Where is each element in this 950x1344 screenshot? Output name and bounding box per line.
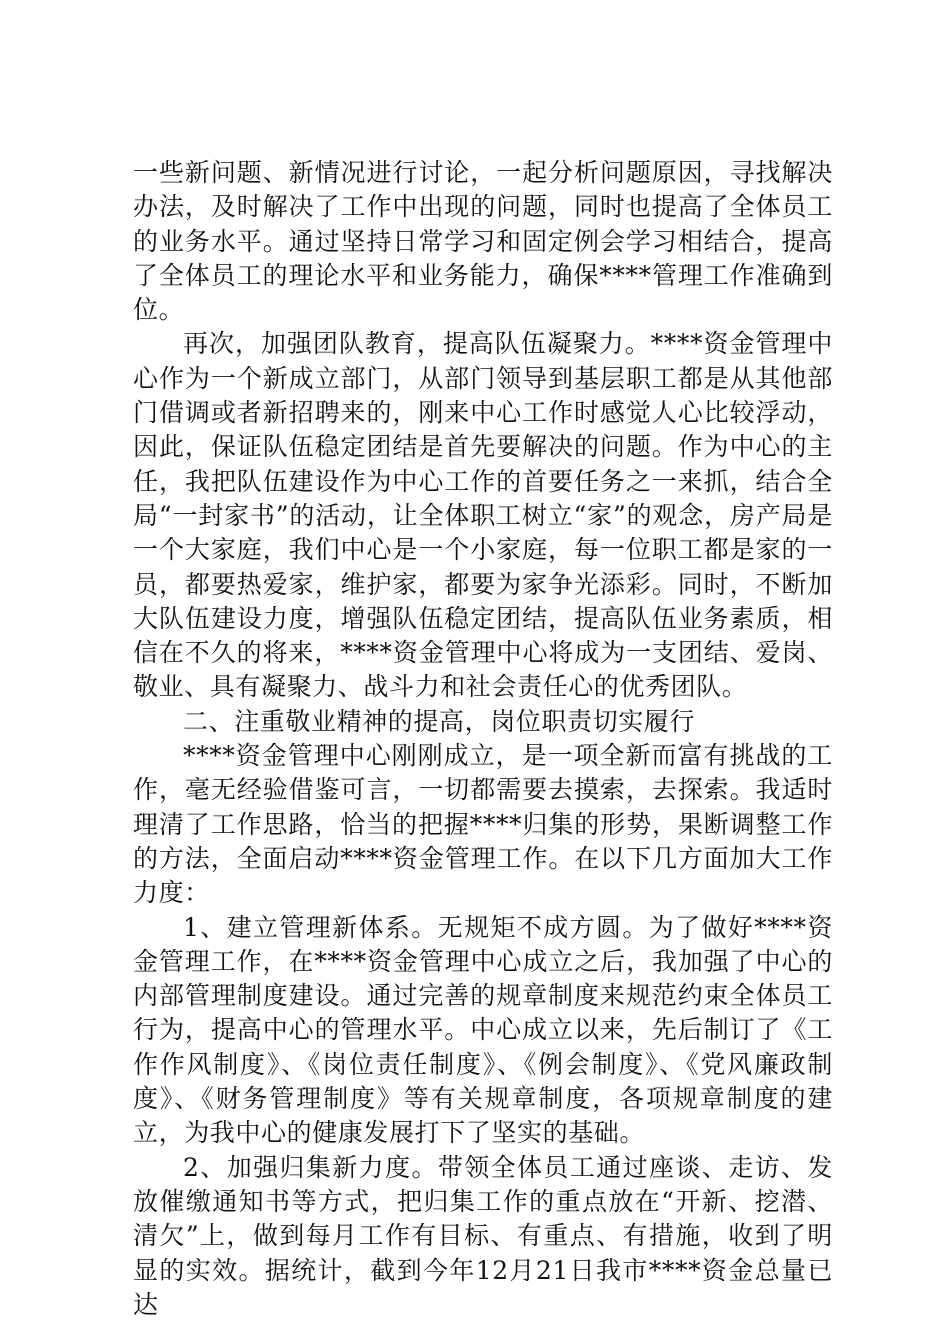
- document-body: [133, 156, 833, 1322]
- section-heading-dedication: 二、注重敬业精神的提高，岗位职责切实履行: [183, 706, 696, 736]
- paragraph-collection-effort: 2、加强归集新力度。带领全体员工通过座谈、走访、发放催缴通知书等方式，把归集工作的重点放在“开新、挖潜、清欠”上，做到每月工作有目标、有重点、有措施，收到了明显的实效。据统计，截到今年12月21日我市****资金总量已达: [133, 1152, 833, 1319]
- paragraph-team-education: 再次，加强团队教育，提高队伍凝聚力。****资金管理中心作为一个新成立部门，从部门领导到基层职工都是从其他部门借调或者新招聘来的，刚来中心工作时感觉人心比较浮动，因此，保证队伍稳定团结是首先要解决的问题。作为中心的主任，我把队伍建设作为中心工作的首要任务之一来抓，结合全局“一封家书”的活动，让全体职工树立“家”的观念，房产局是一个大家庭，我们中心是一个小家庭，每一位职工都是家的一员，都要热爱家，维护家，都要为家争光添彩。同时，不断加大队伍建设力度，增强队伍稳定团结，提高队伍业务素质，相信在不久的将来，****资金管理中心将成为一支团结、爱岗、敬业、具有凝聚力、战斗力和社会责任心的优秀团队。: [133, 329, 833, 702]
- paragraph-center-founding: ****资金管理中心刚刚成立，是一项全新而富有挑战的工作，毫无经验借鉴可言，一切都需要去摸索，去探索。我适时理清了工作思路，恰当的把握****归集的形势，果断调整工作的方法，全面启动****资金管理工作。在以下几方面加大工作力度：: [133, 741, 833, 908]
- paragraph-study-summary: 一些新问题、新情况进行讨论，一起分析问题原因，寻找解决办法，及时解决了工作中出现的问题，同时也提高了全体员工的业务水平。通过坚持日常学习和固定例会学习相结合，提高了全体员工的理论水平和业务能力，确保****管理工作准确到位。: [133, 158, 833, 325]
- paragraph-management-system: 1、建立管理新体系。无规矩不成方圆。为了做好****资金管理工作，在****资金管理中心成立之后，我加强了中心的内部管理制度建设。通过完善的规章制度来规范约束全体员工行为，提高中心的管理水平。中心成立以来，先后制订了《工作作风制度》、《岗位责任制度》、《例会制度》、《党风廉政制度》、《财务管理制度》等有关规章制度，各项规章制度的建立，为我中心的健康发展打下了坚实的基础。: [133, 912, 833, 1148]
